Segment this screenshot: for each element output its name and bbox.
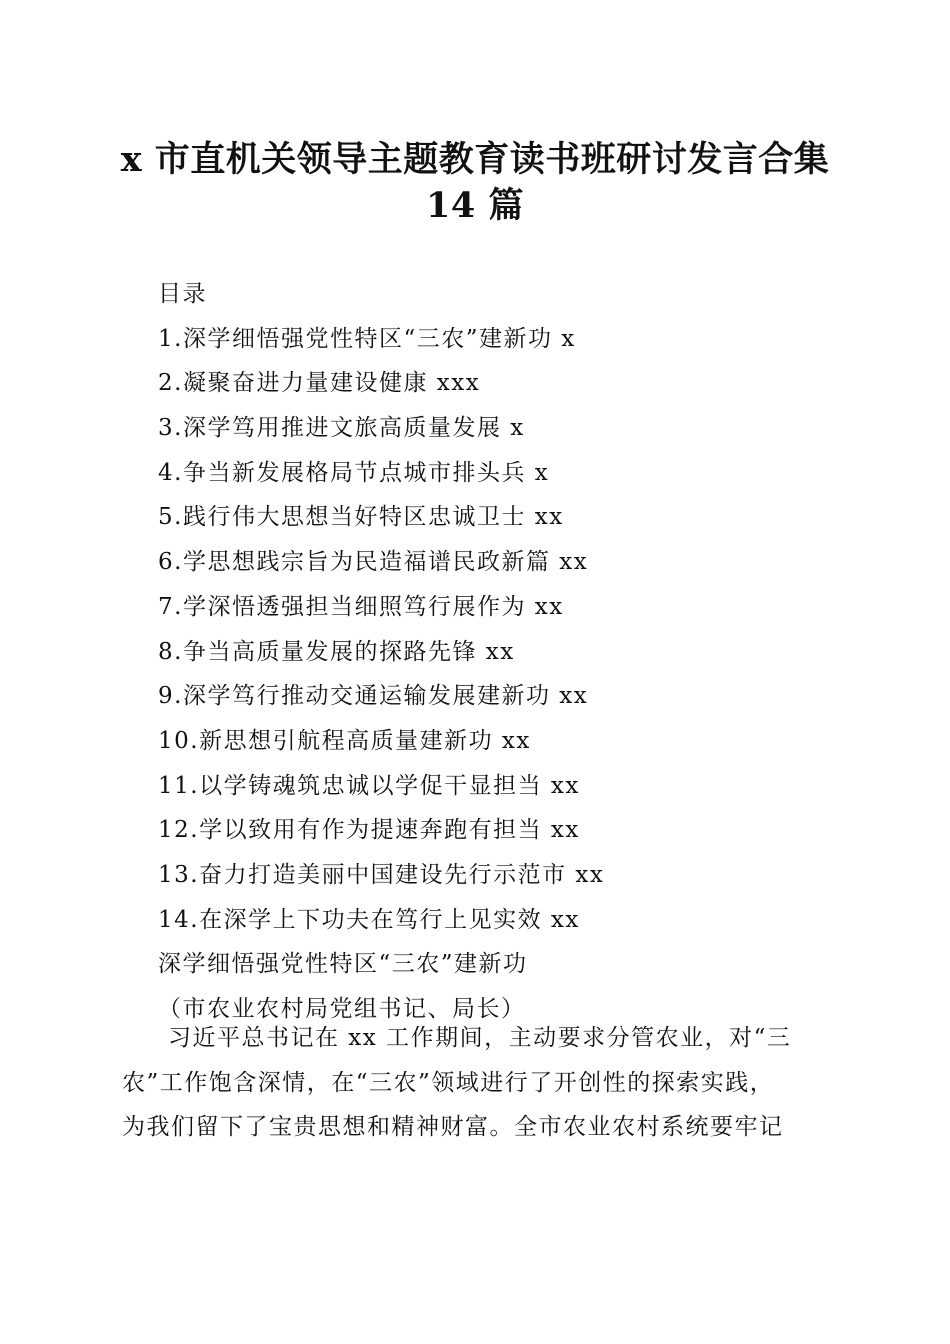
body-line: 习近平总书记在 xx 工作期间，主动要求分管农业，对“三	[168, 1025, 792, 1051]
toc-item: 11.以学铸魂筑忠诚以学促干显担当 xx	[158, 772, 580, 799]
body-line: 农”工作饱含深情，在“三农”领域进行了开创性的探索实践，	[122, 1069, 775, 1096]
toc-item: 4.争当新发展格局节点城市排头兵 x	[158, 459, 550, 486]
toc-item: 2.凝聚奋进力量建设健康 xxx	[158, 370, 481, 397]
toc-item: 6.学思想践宗旨为民造福谱民政新篇 xx	[158, 549, 589, 576]
toc-item: 10.新思想引航程高质量建新功 xx	[158, 727, 531, 754]
toc-item: 14.在深学上下功夫在笃行上见实效 xx	[158, 906, 580, 933]
toc-item: 7.学深悟透强担当细照笃行展作为 xx	[158, 593, 564, 620]
toc-item: 12.学以致用有作为提速奔跑有担当 xx	[158, 817, 580, 844]
section-author: （市农业农村局党组书记、局长）	[158, 996, 526, 1022]
toc-item: 13.奋力打造美丽中国建设先行示范市 xx	[158, 861, 605, 888]
section-title: 深学细悟强党性特区“三农”建新功	[158, 951, 528, 978]
table-of-contents	[158, 272, 604, 1032]
toc-item: 1.深学细悟强党性特区“三农”建新功 x	[158, 325, 576, 352]
toc-item: 9.深学笃行推动交通运输发展建新功 xx	[158, 683, 589, 710]
toc-item: 3.深学笃用推进文旅高质量发展 x	[158, 415, 525, 442]
body-line: 为我们留下了宝贵思想和精神财富。全市农业农村系统要牢记	[122, 1114, 784, 1141]
toc-heading: 目录	[158, 281, 207, 307]
document-title-line-2: 14 篇	[426, 185, 524, 226]
toc-item: 8.争当高质量发展的探路先锋 xx	[158, 638, 515, 665]
document-title-line-1: x 市直机关领导主题教育读书班研讨发言合集	[120, 139, 830, 180]
body-paragraph	[122, 1016, 834, 1150]
toc-item: 5.践行伟大思想当好特区忠诚卫士 xx	[158, 504, 564, 531]
